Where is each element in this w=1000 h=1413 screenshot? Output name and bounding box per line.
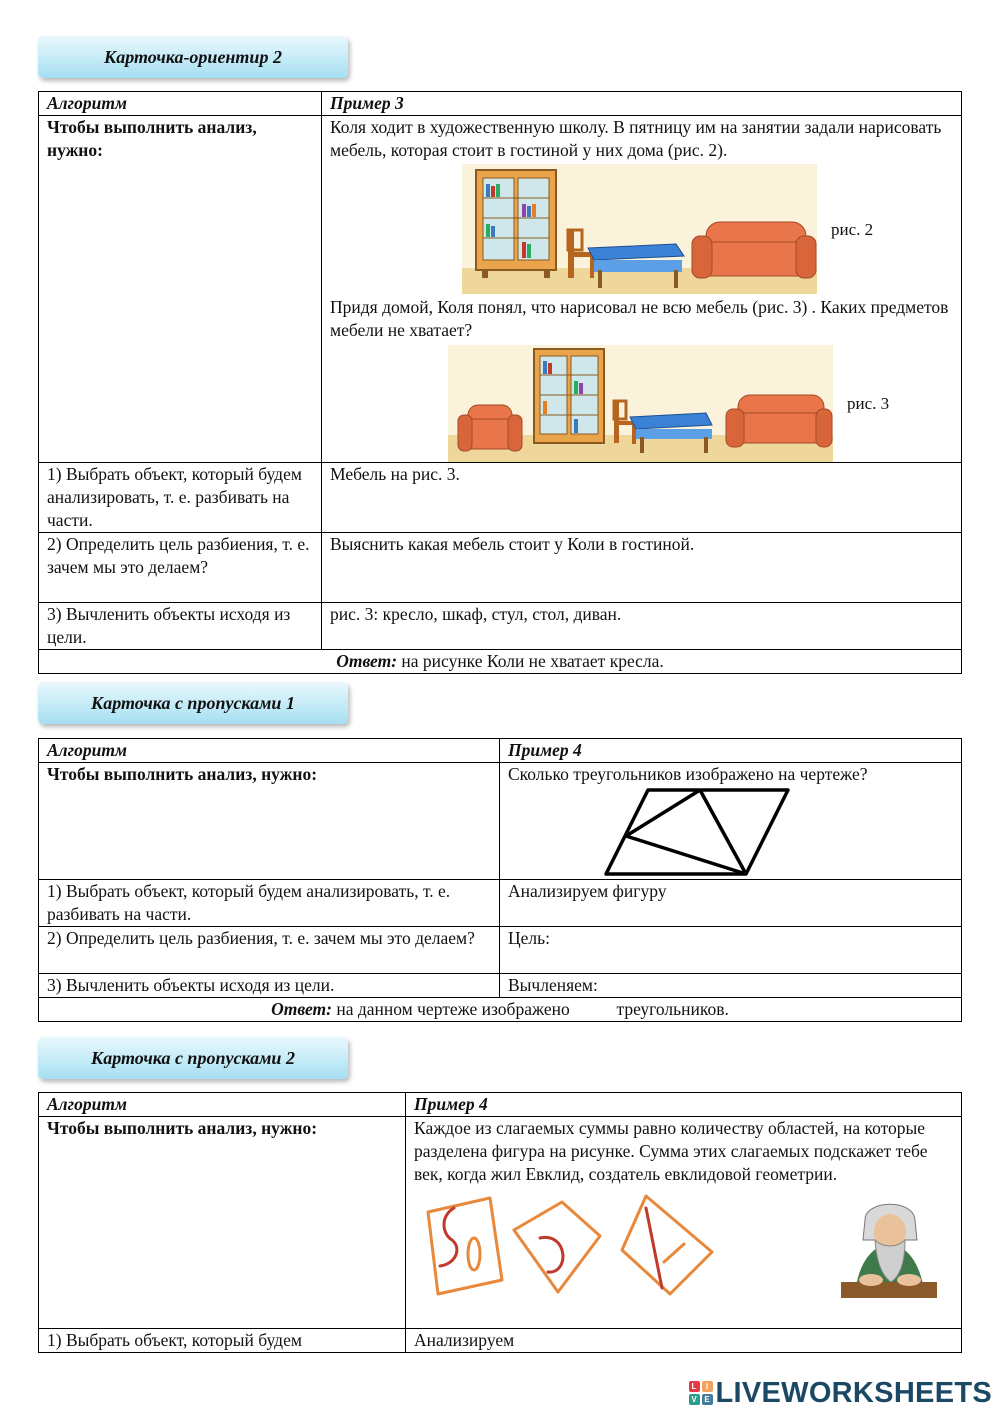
card2-answer-label: Ответ: <box>271 999 332 1019</box>
card3-header-algorithm: Алгоритм <box>39 1093 406 1117</box>
card2-table <box>38 738 962 1022</box>
card2-answer1: Анализируем фигуру <box>500 880 962 927</box>
card2-question: Сколько треугольников изображено на чертеже? <box>508 764 868 784</box>
card3-step1: 1) Выбрать объект, который будем <box>39 1329 406 1353</box>
card1-step1: 1) Выбрать объект, который будем анализировать, т. е. разбивать на части. <box>39 463 322 533</box>
bookcase-icon <box>534 349 604 443</box>
region-shapes-figure <box>414 1190 724 1300</box>
card2-step3: 3) Вычленить объекты исходя из цели. <box>39 974 500 998</box>
card1-problem-text1: Коля ходит в художественную школу. В пятницу им на занятии задали нарисовать мебель, которая стоит в гостиной у них дома (рис. 2). <box>330 117 942 160</box>
card3-title: Карточка с пропусками 2 <box>38 1037 348 1079</box>
card2-header-example: Пример 4 <box>500 739 962 763</box>
sofa-icon <box>726 395 832 447</box>
card1-fig3-caption: рис. 3 <box>847 394 890 413</box>
liveworksheets-logo[interactable] <box>689 1376 993 1409</box>
card2-example-cell <box>500 763 962 880</box>
sofa-icon <box>692 222 816 278</box>
card2-header-algorithm: Алгоритм <box>39 739 500 763</box>
card1-answer-row <box>39 650 962 674</box>
card3-header-example: Пример 4 <box>406 1093 962 1117</box>
living-room-figure-3 <box>448 345 833 462</box>
card3-intro: Чтобы выполнить анализ, нужно: <box>39 1117 406 1329</box>
card1-answer-label: Ответ: <box>336 651 398 671</box>
card2-title: Карточка с пропусками 1 <box>38 682 348 724</box>
card1-example-cell <box>322 116 962 463</box>
card1-title: Карточка-ориентир 2 <box>38 36 348 78</box>
card1-answer-text: на рисунке Коли не хватает кресла. <box>401 651 664 671</box>
card1-intro: Чтобы выполнить анализ, нужно: <box>39 116 322 463</box>
triangles-figure <box>602 786 802 878</box>
card1-fig3-row <box>448 345 953 462</box>
liveworksheets-brand: LIVEWORKSHEETS <box>715 1376 992 1409</box>
euclid-portrait <box>835 1186 943 1298</box>
liveworksheets-mark-icon: L I V E <box>689 1381 713 1405</box>
card3-example-cell <box>406 1117 962 1329</box>
card1-step3: 3) Вычленить объекты исходя из цели. <box>39 603 322 650</box>
card1-header-example: Пример 3 <box>322 92 962 116</box>
card1-table <box>38 91 962 674</box>
card1-answer2: Выяснить какая мебель стоит у Коли в гостиной. <box>322 533 962 603</box>
card1-problem-text2: Придя домой, Коля понял, что нарисовал не всю мебель (рис. 3) . Каких предметов мебели не хватает? <box>330 297 949 340</box>
card1-answer1: Мебель на рис. 3. <box>322 463 962 533</box>
card2-intro: Чтобы выполнить анализ, нужно: <box>39 763 500 880</box>
bookcase-icon <box>476 170 556 278</box>
card1-answer3: рис. 3: кресло, шкаф, стул, стол, диван. <box>322 603 962 650</box>
card1-header-algorithm: Алгоритм <box>39 92 322 116</box>
card2-step2: 2) Определить цель разбиения, т. е. зачем мы это делаем? <box>39 927 500 974</box>
card3-table <box>38 1092 962 1353</box>
card2-answer-text-after: треугольников. <box>616 999 729 1019</box>
card2-answer-text-before: на данном чертеже изображено <box>336 999 570 1019</box>
card1-fig2-row <box>462 164 953 294</box>
card2-answer-row <box>39 998 962 1022</box>
living-room-figure-2 <box>462 164 817 294</box>
card2-step1: 1) Выбрать объект, который будем анализировать, т. е. разбивать на части. <box>39 880 500 927</box>
card3-figures <box>414 1186 953 1304</box>
card1-fig2-caption: рис. 2 <box>831 219 874 239</box>
card1-step2: 2) Определить цель разбиения, т. е. зачем мы это делаем? <box>39 533 322 603</box>
card2-answer3: Вычленяем: <box>500 974 962 998</box>
card2-answer2: Цель: <box>500 927 962 974</box>
card3-task-text: Каждое из слагаемых суммы равно количеству областей, на которые разделена фигура на рисунке. Сумма этих слагаемых подскажет тебе век, когда жил Евклид, создатель евклидовой геометрии. <box>414 1118 928 1184</box>
card3-answer1: Анализируем <box>406 1329 962 1353</box>
